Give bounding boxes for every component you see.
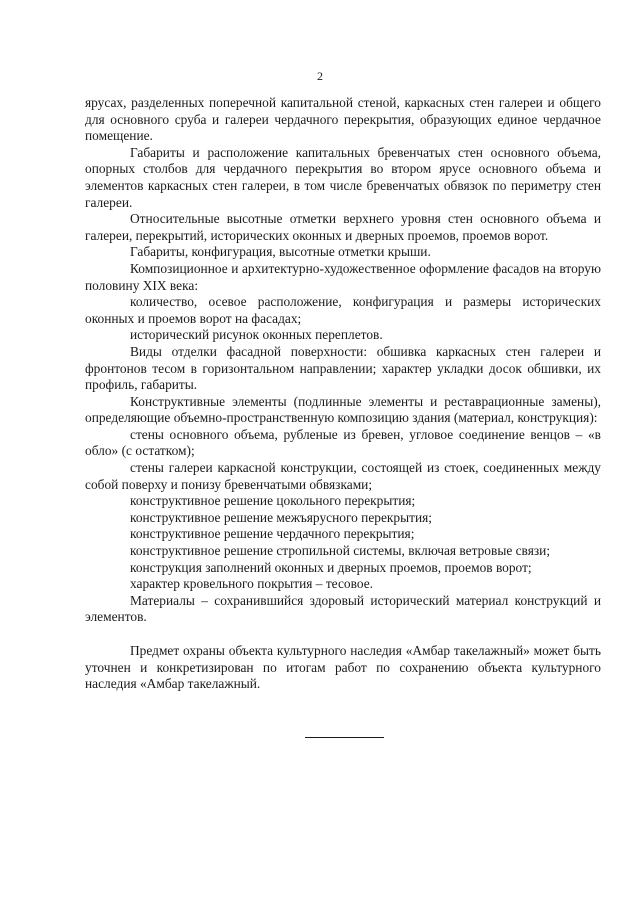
list-item-rafter-system: конструктивное решение стропильной системы, включая ветровые связи; [130,543,551,559]
paragraph-materials: Материалы – сохранившийся здоровый исторический материал конструкций и элементов. [85,592,601,625]
paragraph-closing: Предмет охраны объекта культурного наследия «Амбар такелажный» может быть уточнен и конкретизирован по итогам работ по сохранению объекта культурного наследия «Амбар такелажный. [85,643,601,692]
paragraph-facade-finish: Виды отделки фасадной поверхности: обшивка каркасных стен галереи и фронтонов тесом в горизонтальном направлении; характер укладки досок обшивки, их профиль, габариты. [85,343,601,393]
paragraph-structural-elements: Конструктивные элементы (подлинные элементы и реставрационные замены), определяющие объемно-пространственную композицию здания (материал, конструкция): [85,393,601,426]
list-item-main-walls: стены основного объема, рубленые из бревен, угловое соединение венцов – «в обло» (с остатком); [85,426,601,459]
list-item-roof-covering: характер кровельного покрытия – тесовое. [130,576,373,592]
paragraph-roof-dimensions: Габариты, конфигурация, высотные отметки крыши. [130,244,431,260]
paragraph-wall-dimensions: Габариты и расположение капитальных бревенчатых стен основного объема, опорных столбов для чердачного перекрытия во втором ярусе основного объема и элементов каркасных стен галереи, в том числе бревенчатых обвязок по периметру стен галереи. [85,144,601,210]
list-item-openings-fill: конструкция заполнений оконных и дверных проемов, проемов ворот; [130,559,532,575]
list-item-plinth-floor: конструктивное решение цокольного перекрытия; [130,493,416,509]
page-number: 2 [317,69,323,83]
paragraph-spacer [85,626,601,643]
end-of-document-rule [305,737,384,738]
paragraph-elevation-marks: Относительные высотные отметки верхнего уровня стен основного объема и галереи, перекрытий, исторических оконных и дверных проемов, проемов ворот. [85,211,601,243]
paragraph-facade-composition: Композиционное и архитектурно-художественное оформление фасадов на вторую половину XIX века: [85,260,601,293]
list-item-attic-floor: конструктивное решение чердачного перекрытия; [130,526,415,542]
list-item-interstorey-floor: конструктивное решение межъярусного перекрытия; [130,509,433,525]
paragraph-intro-continuation: ярусах, разделенных поперечной капитальной стеной, каркасных стен галереи и общего для основного сруба и галереи чердачного перекрытия, образующих единое чердачное помещение. [85,95,601,144]
list-item-window-pattern: исторический рисунок оконных переплетов. [130,327,383,343]
list-item-gallery-walls: стены галереи каркасной конструкции, состоящей из стоек, соединенных между собой поверху и понизу бревенчатыми обвязками; [85,460,601,492]
list-item-openings: количество, осевое расположение, конфигурация и размеры исторических оконных и проемов ворот на фасадах; [85,294,601,326]
document-body [85,95,601,693]
